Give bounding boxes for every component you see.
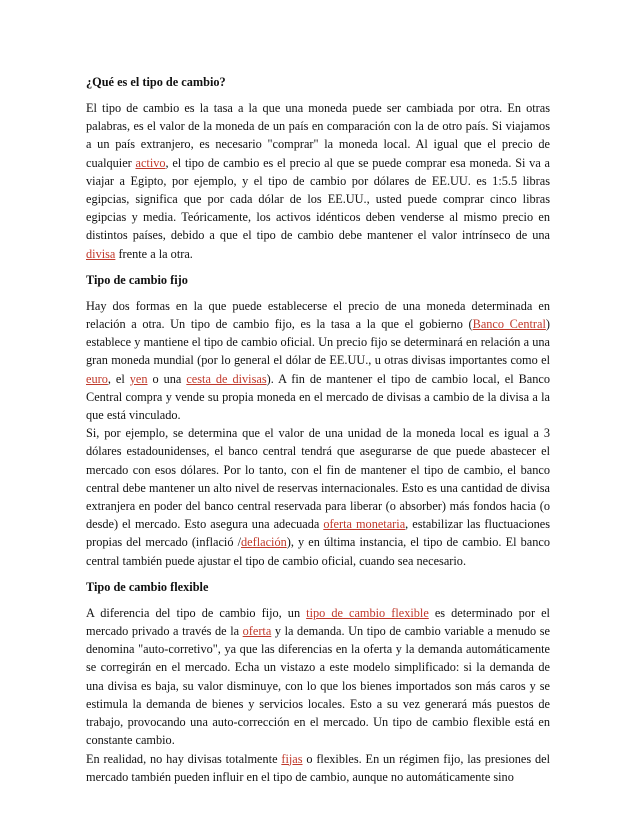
text-run: frente a la otra.: [115, 246, 193, 261]
inline-link[interactable]: activo: [135, 155, 166, 170]
text-run: ), y en última instancia, el tipo de cambio. El banco central también puede ajustar el tipo de cambio oficial, cuando sea necesario.: [86, 535, 550, 568]
text-run: Hay dos formas en la que puede establecerse el precio de una moneda determinada en relación a otra. Un tipo de cambio fijo, es la tasa a la que el gobierno (: [86, 298, 550, 332]
body-paragraph: [86, 604, 550, 750]
text-run: o una: [147, 371, 187, 386]
text-run: ). A fin de mantener el tipo de cambio local, el Banco Central compra y vende su propia moneda en el mercado de divisas a cambio de la divisa a la que está vinculado.: [86, 371, 550, 423]
inline-link[interactable]: fijas: [281, 751, 303, 766]
body-paragraph: [86, 750, 550, 786]
body-paragraph: [86, 99, 550, 263]
text-run: , estabilizar las fluctuaciones propias del mercado (inflació /: [86, 517, 550, 550]
body-paragraph: [86, 424, 550, 570]
document-body: [86, 73, 550, 794]
text-run: o flexibles. En un régimen fijo, las presiones del mercado también pueden influir en el tipo de cambio, aunque no automáticamente sino: [86, 751, 550, 784]
section-heading: Tipo de cambio fijo: [86, 272, 188, 287]
inline-link[interactable]: divisa: [86, 246, 116, 261]
text-run: , el: [107, 371, 130, 386]
section-heading: Tipo de cambio flexible: [86, 579, 209, 594]
text-run: , el tipo de cambio es el precio al que se puede comprar esa moneda. Si va a viajar a Egipto, por ejemplo, y el tipo de cambio por dólares de EE.UU. es 1:5.5 libras egipcias, significa que por cada dólar de los EE.UU., usted puede comprar cinco libras egipcias y media. Teóricamente, los activos idénticos deben venderse al mismo precio en distintos países, debido a que el tipo de cambio debe mantener el valor intrínseco de una: [86, 155, 550, 243]
text-run: A diferencia del tipo de cambio fijo, un: [86, 605, 307, 620]
inline-link[interactable]: Banco Central: [472, 317, 546, 332]
text-run: y la demanda. Un tipo de cambio variable a menudo se denomina "auto-corretivo", ya que las diferencias en la oferta y la demanda automáticamente se corregirán en el mercado. Echa un vistazo a este modelo simplificado: si la demanda de una divisa es baja, su valor disminuye, con lo que los bienes importados son más caros y se estimula la demanda de bienes y servicios locales. Esto a su vez generará más puestos de trabajo, provocando una auto-corrección en el mercado. Un tipo de cambio flexible está en constante cambio.: [86, 624, 550, 748]
inline-link[interactable]: yen: [129, 371, 148, 386]
text-run: ) establece y mantiene el tipo de cambio oficial. Un precio fijo se determinará en relación a una gran moneda mundial (por lo general el dólar de EE.UU., u otras divisas importantes como el: [86, 317, 550, 368]
inline-link[interactable]: euro: [86, 371, 108, 386]
inline-link[interactable]: cesta de divisas: [186, 371, 267, 386]
text-run: es determinado por el mercado privado a través de la: [86, 605, 550, 639]
inline-link[interactable]: oferta monetaria: [323, 517, 406, 532]
body-paragraph: [86, 297, 550, 424]
inline-link[interactable]: tipo de cambio flexible: [306, 605, 429, 620]
text-run: En realidad, no hay divisas totalmente: [86, 751, 282, 766]
inline-link[interactable]: deflación: [241, 535, 287, 550]
section-heading: ¿Qué es el tipo de cambio?: [86, 75, 226, 89]
text-run: El tipo de cambio es la tasa a la que una moneda puede ser cambiada por otra. En otras palabras, es el valor de la moneda de un país en comparación con la de otro país. Si viajamos a un país extranjero, es necesario "comprar" la moneda local. Al igual que el precio de cualquier: [86, 101, 550, 170]
text-run: Si, por ejemplo, se determina que el valor de una unidad de la moneda local es igual a 3 dólares estadounidenses, el banco central tendrá que asegurarse de que puede abastecer el mercado con esos dólares. Por lo tanto, con el fin de mantener el tipo de cambio, el banco central debe mantener un alto nivel de reservas internacionales. Esto es una cantidad de divisa extranjera en poder del banco central reservada para liberar (o absorber) más fondos hacia (o desde) el mercado. Esto asegura una adecuada: [86, 426, 550, 532]
inline-link[interactable]: oferta: [242, 624, 272, 639]
